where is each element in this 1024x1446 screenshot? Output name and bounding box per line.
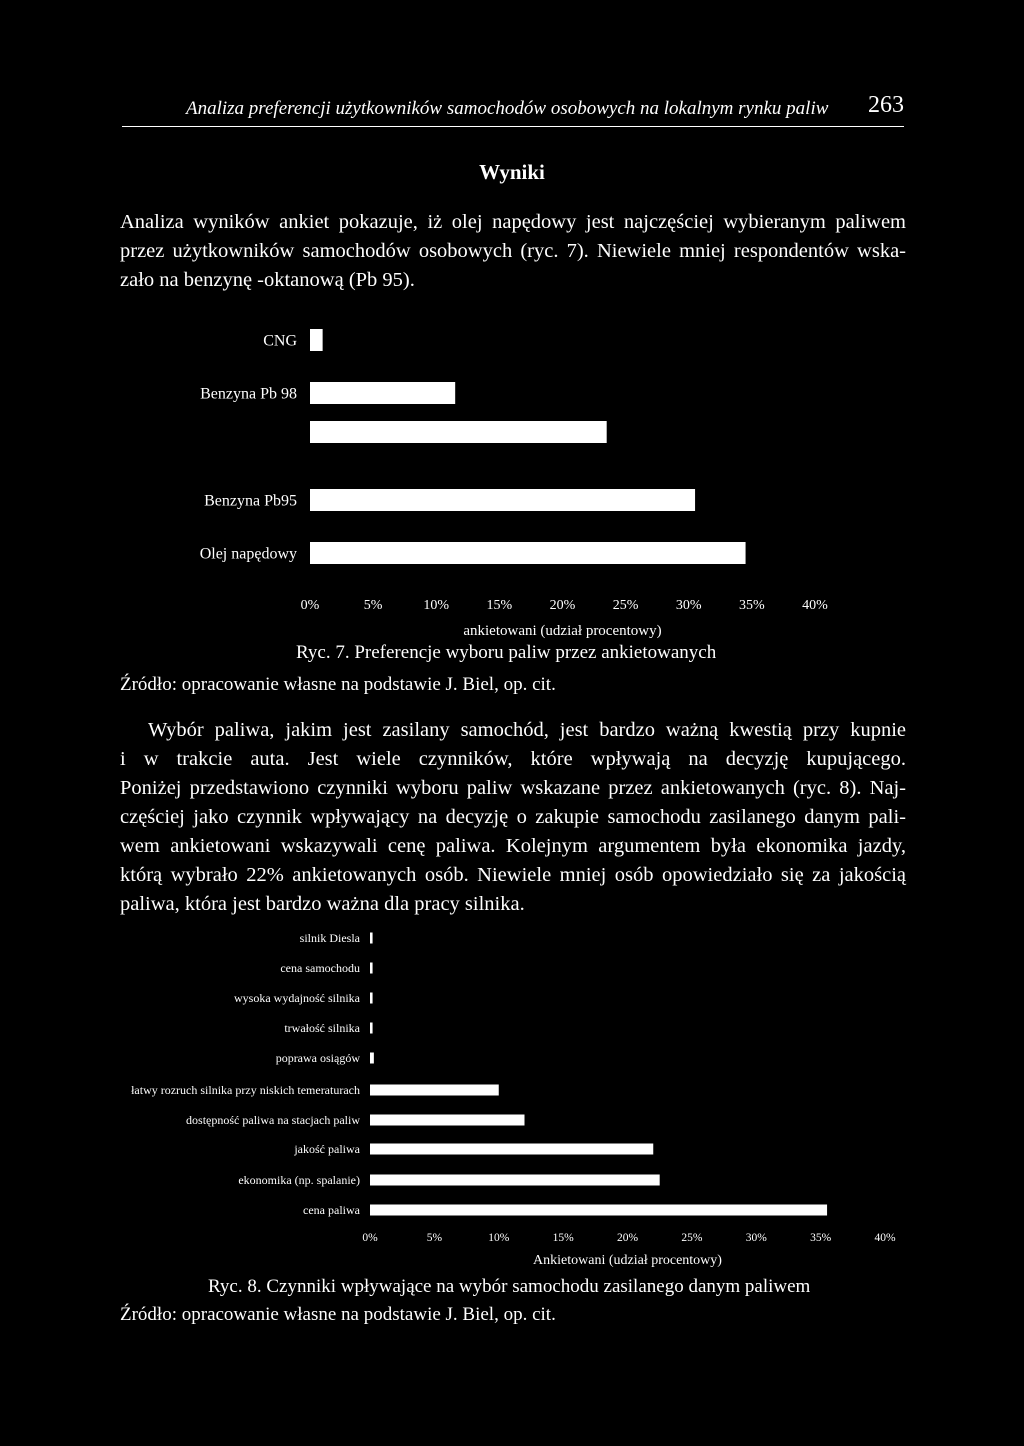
category-label: poprawa osiągów <box>275 1051 360 1066</box>
paragraph-1-line: zało na benzynę -oktanową (Pb 95). <box>120 269 415 291</box>
paragraph-2-line: częściej jako czynnik wpływający na decyzję o zakupie samochodu zasilanego danym pali- <box>120 806 906 828</box>
category-label: silnik Diesla <box>299 931 360 946</box>
x-tick-label: 30% <box>675 598 702 613</box>
x-tick-label: 35% <box>810 1232 832 1244</box>
category-label: dostępność paliwa na stacjach paliw <box>186 1113 360 1128</box>
category-label: ekonomika (np. spalanie) <box>238 1173 360 1188</box>
x-tick-label: 15% <box>552 1232 574 1244</box>
page-number: 263 <box>868 92 904 118</box>
x-tick-label: 40% <box>802 598 828 613</box>
category-label: jakość paliwa <box>294 1142 360 1157</box>
paragraph-1-line: przez użytkowników samochodów osobowych (ryc. 7). Niewiele mniej respondentów wska- <box>120 240 906 262</box>
category-label: cena paliwa <box>303 1203 360 1218</box>
category-label: CNG <box>263 332 297 350</box>
x-axis-label: Ankietowani (udział procentowy) <box>533 1253 722 1268</box>
x-tick-label: 0% <box>300 598 320 613</box>
figure-8-source: Źródło: opracowanie własne na podstawie J. Biel, op. cit. <box>120 1304 556 1325</box>
paragraph-1-line: Analiza wyników ankiet pokazuje, iż olej napędowy jest najczęściej wybieranym paliwem <box>120 211 906 233</box>
category-label: trwałość silnika <box>284 1021 360 1036</box>
bar <box>370 1115 525 1126</box>
x-tick-label: 0% <box>362 1232 378 1244</box>
paragraph-2-line: Wybór paliwa, jakim jest zasilany samochód, jest bardzo ważną kwestią przy kupnie <box>148 719 906 741</box>
x-axis-label: ankietowani (udział procentowy) <box>463 623 662 639</box>
x-tick-label: 35% <box>739 598 765 613</box>
bar <box>370 1205 827 1216</box>
paragraph-2-line: i w trakcie auta. Jest wiele czynników, które wpływają na decyzję kupującego. <box>120 748 906 770</box>
paragraph-2-line: paliwa, która jest bardzo ważna dla pracy silnika. <box>120 893 525 915</box>
figure-7-source: Źródło: opracowanie własne na podstawie J. Biel, op. cit. <box>120 674 556 695</box>
x-tick-label: 5% <box>363 598 383 613</box>
x-tick-label: 40% <box>874 1232 896 1244</box>
x-tick-label: 5% <box>426 1232 443 1244</box>
bar <box>370 1175 660 1186</box>
bar <box>370 993 373 1004</box>
bar <box>370 933 373 944</box>
category-label: Benzyna Pb95 <box>204 492 297 510</box>
running-title: Analiza preferencji użytkowników samochodów osobowych na lokalnym rynku paliw <box>186 98 829 119</box>
category-label: wysoka wydajność silnika <box>234 991 360 1006</box>
category-label: Benzyna Pb 98 <box>200 385 297 403</box>
paragraph-2-line: wem ankietowani wskazywali cenę paliwa. Kolejnym argumentem była ekonomika jazdy, <box>120 835 906 857</box>
figure-8-caption: Ryc. 8. Czynniki wpływające na wybór samochodu zasilanego danym paliwem <box>208 1276 811 1297</box>
category-label: cena samochodu <box>280 961 360 976</box>
figure-7-caption: Ryc. 7. Preferencje wyboru paliw przez ankietowanych <box>296 642 717 663</box>
x-tick-label: 25% <box>681 1232 703 1244</box>
bar <box>370 1023 373 1034</box>
x-tick-label: 10% <box>423 598 450 613</box>
bar <box>370 1144 653 1155</box>
section-heading: Wyniki <box>479 160 545 184</box>
paragraph-2-line: Poniżej przedstawiono czynniki wyboru paliw wskazane przez ankietowanych (ryc. 8). Naj- <box>120 777 906 799</box>
x-tick-label: 20% <box>549 598 576 613</box>
category-label: Olej napędowy <box>199 545 297 563</box>
x-tick-label: 10% <box>488 1232 510 1244</box>
paragraph-2-line: którą wybrało 22% ankietowanych osób. Niewiele mniej osób opowiedziało się za jakością <box>120 864 906 886</box>
bar <box>370 1053 374 1064</box>
x-tick-label: 15% <box>486 598 513 613</box>
bar <box>370 1085 499 1096</box>
category-label: łatwy rozruch silnika przy niskich temeraturach <box>131 1083 360 1098</box>
x-tick-label: 25% <box>612 598 639 613</box>
x-tick-label: 20% <box>616 1232 639 1244</box>
bar <box>370 963 373 974</box>
x-tick-label: 30% <box>745 1232 767 1244</box>
